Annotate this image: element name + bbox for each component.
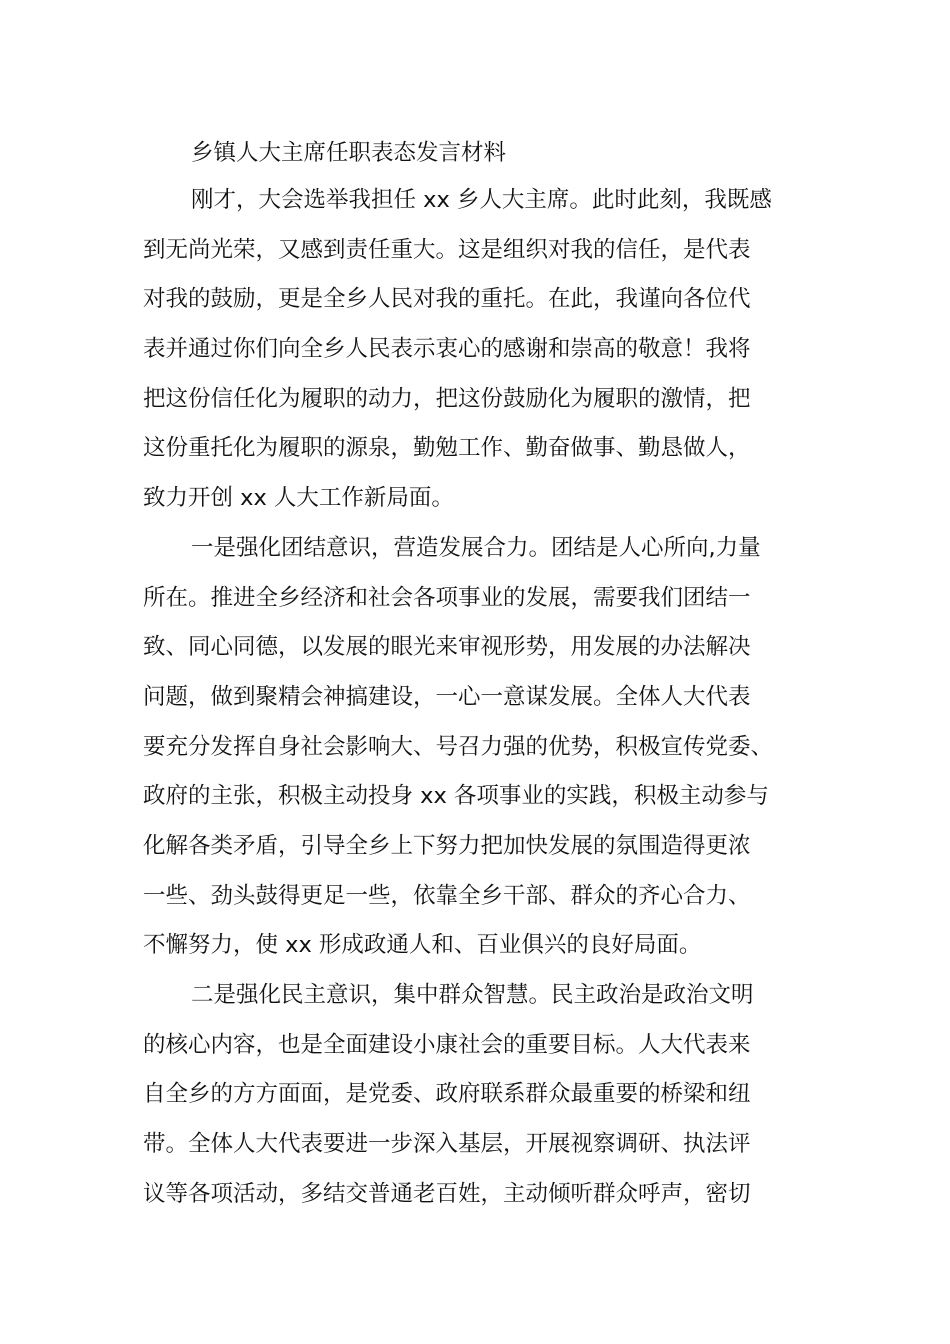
paragraph-3-line-3: 自全乡的方方面面，是党委、政府联系群众最重要的桥梁和纽 xyxy=(143,1081,751,1108)
paragraph-1-line-7: 致力开创 xx 人大工作新局面。 xyxy=(143,485,454,512)
paragraph-2-line-1: 一是强化团结意识，营造发展合力。团结是人心所向,力量 xyxy=(191,534,761,561)
paragraph-3-line-2: 的核心内容，也是全面建设小康社会的重要目标。人大代表来 xyxy=(143,1031,751,1058)
paragraph-1-line-2: 到无尚光荣，又感到责任重大。这是组织对我的信任，是代表 xyxy=(143,236,751,263)
document-body xyxy=(143,130,833,1219)
paragraph-1-line-6: 这份重托化为履职的源泉，勤勉工作、勤奋做事、勤恳做人， xyxy=(143,435,751,462)
paragraph-2-line-8: 一些、劲头鼓得更足一些，依靠全乡干部、群众的齐心合力、 xyxy=(143,882,751,909)
paragraph-3-line-5: 议等各项活动，多结交普通老百姓，主动倾听群众呼声，密切 xyxy=(143,1180,751,1207)
paragraph-2-line-5: 要充分发挥自身社会影响大、号召力强的优势，积极宣传党委、 xyxy=(143,733,774,760)
paragraph-2-line-6: 政府的主张，积极主动投身 xx 各项事业的实践，积极主动参与 xyxy=(143,783,769,810)
paragraph-2-line-2: 所在。推进全乡经济和社会各项事业的发展，需要我们团结一 xyxy=(143,584,751,611)
paragraph-1-line-4: 表并通过你们向全乡人民表示衷心的感谢和崇高的敬意！我将 xyxy=(143,336,751,363)
paragraph-1-line-5: 把这份信任化为履职的动力，把这份鼓励化为履职的激情，把 xyxy=(143,385,751,412)
paragraph-2-line-9: 不懈努力，使 xx 形成政通人和、百业俱兴的良好局面。 xyxy=(143,932,702,959)
paragraph-2-line-3: 致、同心同德，以发展的眼光来审视形势，用发展的办法解决 xyxy=(143,634,751,661)
paragraph-2-line-7: 化解各类矛盾，引导全乡上下努力把加快发展的氛围造得更浓 xyxy=(143,832,751,859)
paragraph-1-line-3: 对我的鼓励，更是全乡人民对我的重托。在此，我谨向各位代 xyxy=(143,286,751,313)
paragraph-1-line-1: 刚才，大会选举我担任 xx 乡人大主席。此时此刻，我既感 xyxy=(191,187,772,213)
paragraph-3-line-1: 二是强化民主意识，集中群众智慧。民主政治是政治文明 xyxy=(191,982,754,1008)
document-title: 乡镇人大主席任职表态发言材料 xyxy=(191,140,507,166)
paragraph-3-line-4: 带。全体人大代表要进一步深入基层，开展视察调研、执法评 xyxy=(143,1131,751,1158)
paragraph-2-line-4: 问题，做到聚精会神搞建设，一心一意谋发展。全体人大代表 xyxy=(143,683,751,710)
